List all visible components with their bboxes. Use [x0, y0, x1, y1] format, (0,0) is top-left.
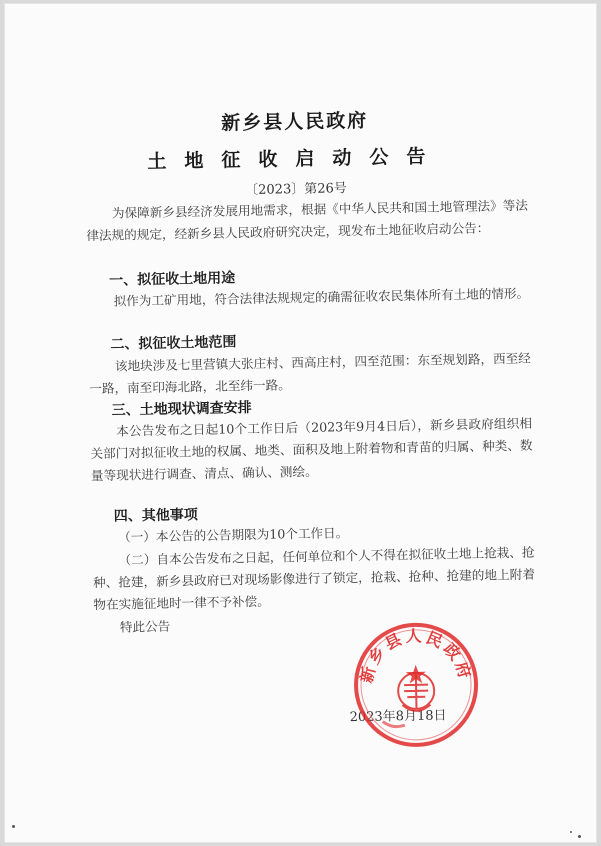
issue-date: 2023年8月18日	[349, 708, 447, 726]
closing-remark: 特此公告	[119, 618, 171, 635]
official-seal-icon	[351, 620, 481, 750]
notice-body	[4, 3, 597, 843]
notice-title: 土地征收启动公告	[147, 145, 444, 173]
issuer-title: 新乡县人民政府	[221, 109, 369, 135]
document-page	[4, 3, 597, 843]
section-text-prohibition: （二）自本公告发布之日起，任何单位和个人不得在拟征收土地上抢栽、抢种、抢建，新乡县政府已对现场影像进行了锁定，抢栽、抢种、抢建的地上附着物在实施征地时一律不予补偿。	[92, 544, 536, 613]
section-heading-survey: 三、土地现状调查安排	[111, 400, 252, 419]
section-heading-purpose: 一、拟征收土地用途	[109, 270, 236, 289]
section-heading-scope: 二、拟征收土地范围	[110, 334, 237, 353]
section-heading-other: 四、其他事项	[113, 507, 198, 525]
document-number: 〔2023〕第26号	[245, 181, 347, 199]
section-text-scope: 该地块涉及七里营镇大张庄村、西高庄村，四至范围：东至规划路，西至经一路，南至印海北路，北至纬一路。	[89, 350, 531, 397]
section-text-purpose: 拟作为工矿用地，符合法律法规规定的确需征收农民集体所有土地的情形。	[113, 285, 530, 309]
section-text-period: （一）本公告的公告期限为10个工作日。	[118, 525, 349, 545]
section-text-survey: 本公告发布之日起10个工作日后（2023年9月4日后），新乡县政府组织相关部门对拟征收土地的权属、地类、面积及地上附着物和青苗的归属、种类、数量等现状进行调查、清点、确认、测绘。	[90, 415, 533, 484]
seal-text: 新乡县人民政府	[356, 626, 476, 685]
intro-paragraph: 为保障新乡县经济发展用地需求，根据《中华人民共和国土地管理法》等法律法规的规定，经新乡县人民政府研究决定，现发布土地征收启动公告：	[86, 197, 529, 244]
